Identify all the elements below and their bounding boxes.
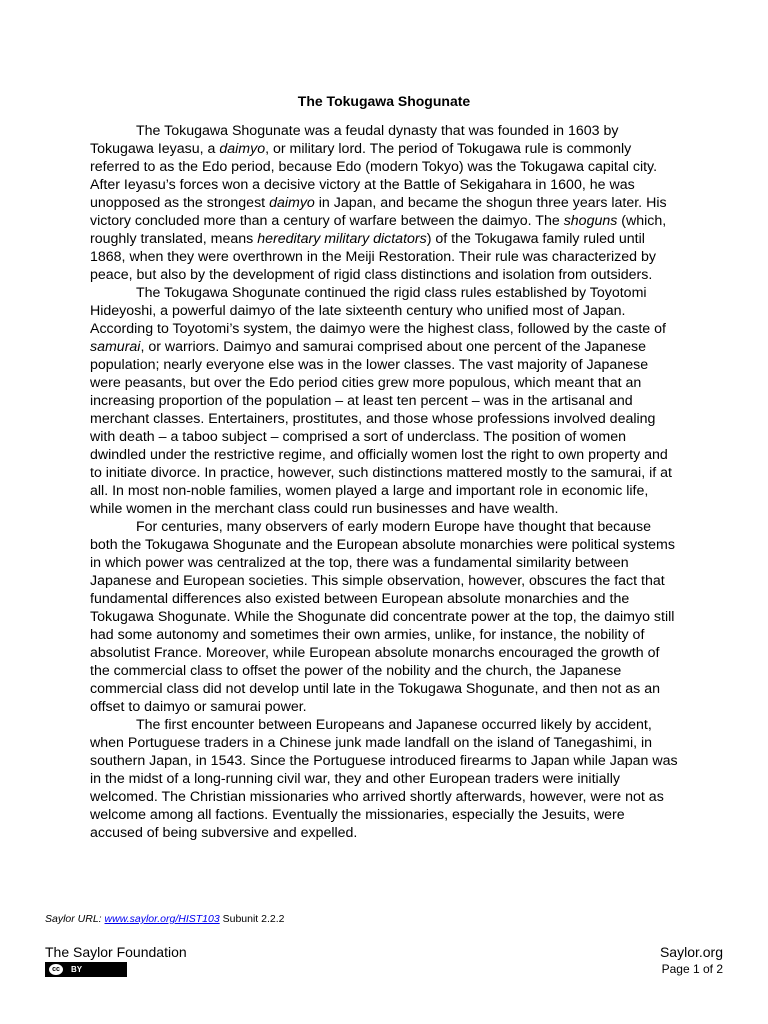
text-run: , or military lord. The period of Tokugawa rule is commonly referred to as the Edo period, because Edo (modern Tokyo) was the Tokugawa capital city. After Ieyasu’s forces won a decisive victory at the Battle of Sekigahara in 1600, he was unopposed as the strongest (90, 141, 658, 211)
text-run: , or warriors. Daimyo and samurai comprised about one percent of the Japanese population; nearly everyone else was in the lower classes. The vast majority of Japanese were peasants, but over the Edo period cities grew more populous, which meant that an increasing proportion of the population – at least ten percent – was in the artisanal and merchant classes. Entertainers, prostitutes, and those whose professions involved dealing with death – a taboo subject – comprised a sort of underclass. The position of women dwindled under the restrictive regime, and officially women lost the right to own property and to initiate divorce. In practice, however, such distinctions mattered mostly to the samurai, if at all. In most non-noble families, women played a large and important role in economic life, while women in the merchant class could run businesses and have wealth. (90, 339, 672, 517)
italic-term: hereditary military dictators (257, 231, 427, 247)
italic-term: shoguns (563, 213, 618, 229)
text-run: ) of the Tokugawa family ruled until 1868, when they were overthrown in the Meiji Restoration. Their rule was characterized by peace, but also by the development of rigid class distinctions and isolation from outsiders. (90, 231, 656, 283)
text-run: The Tokugawa Shogunate continued the rigid class rules established by Toyotomi Hideyoshi, a powerful daimyo of the late sixteenth century who unified most of Japan. According to Toyotomi’s system, the daimyo were the highest class, followed by the caste of (90, 285, 666, 337)
paragraph-3 (90, 518, 678, 716)
saylor-url-line (45, 913, 285, 925)
text-run: in Japan, and became the shogun three years later. His victory concluded more than a century of warfare between the daimyo. The (90, 195, 667, 229)
italic-term: daimyo (269, 195, 315, 211)
text-run: The first encounter between Europeans and Japanese occurred likely by accident, when Portuguese traders in a Chinese junk made landfall on the island of Tanegashimi, in southern Japan, in 1543. Since the Portuguese introduced firearms to Japan while Japan was in the midst of a long-running civil war, they and other European traders were initially welcomed. The Christian missionaries who arrived shortly afterwards, however, were not as welcome among all factions. Eventually the missionaries, especially the Jesuits, were accused of being subversive and expelled. (90, 717, 678, 841)
page-title: The Tokugawa Shogunate (297, 93, 471, 109)
italic-term: samurai (90, 339, 141, 355)
cc-license-badge[interactable] (45, 962, 127, 977)
document-body (90, 122, 678, 842)
text-run: (which, roughly translated, means (90, 213, 667, 247)
text-run: For centuries, many observers of early modern Europe have thought that because both the Tokugawa Shogunate and the European absolute monarchies were political systems in which power was centralized at the top, there was a fundamental similarity between Japanese and European societies. This simple observation, however, obscures the fact that fundamental differences also existed between European absolute monarchies and the Tokugawa Shogunate. While the Shogunate did concentrate power at the top, the daimyo still had some autonomy and sometimes their own armies, unlike, for instance, the nobility of absolutist France. Moreover, while European absolute monarchs encouraged the growth of the commercial class to offset the power of the nobility and the church, the Japanese commercial class did not develop until late in the Tokugawa Shogunate, and then not as an offset to daimyo or samurai power. (90, 519, 675, 715)
footer-site: Saylor.org (659, 944, 723, 960)
subunit-label: Subunit 2.2.2 (219, 913, 285, 925)
saylor-url-link[interactable]: www.saylor.org/HIST103 (104, 913, 220, 925)
creative-commons-icon: cc (49, 964, 63, 975)
saylor-url-label: Saylor URL: (45, 913, 105, 925)
page-number: Page 1 of 2 (661, 962, 723, 976)
cc-by-label: BY (71, 965, 83, 974)
italic-term: daimyo (219, 141, 266, 157)
footer-foundation: The Saylor Foundation (45, 944, 187, 960)
paragraph-2 (90, 284, 678, 518)
paragraph-4 (90, 716, 678, 842)
paragraph-1 (90, 122, 678, 284)
text-run: The Tokugawa Shogunate was a feudal dynasty that was founded in 1603 by Tokugawa Ieyasu, a (90, 123, 619, 157)
